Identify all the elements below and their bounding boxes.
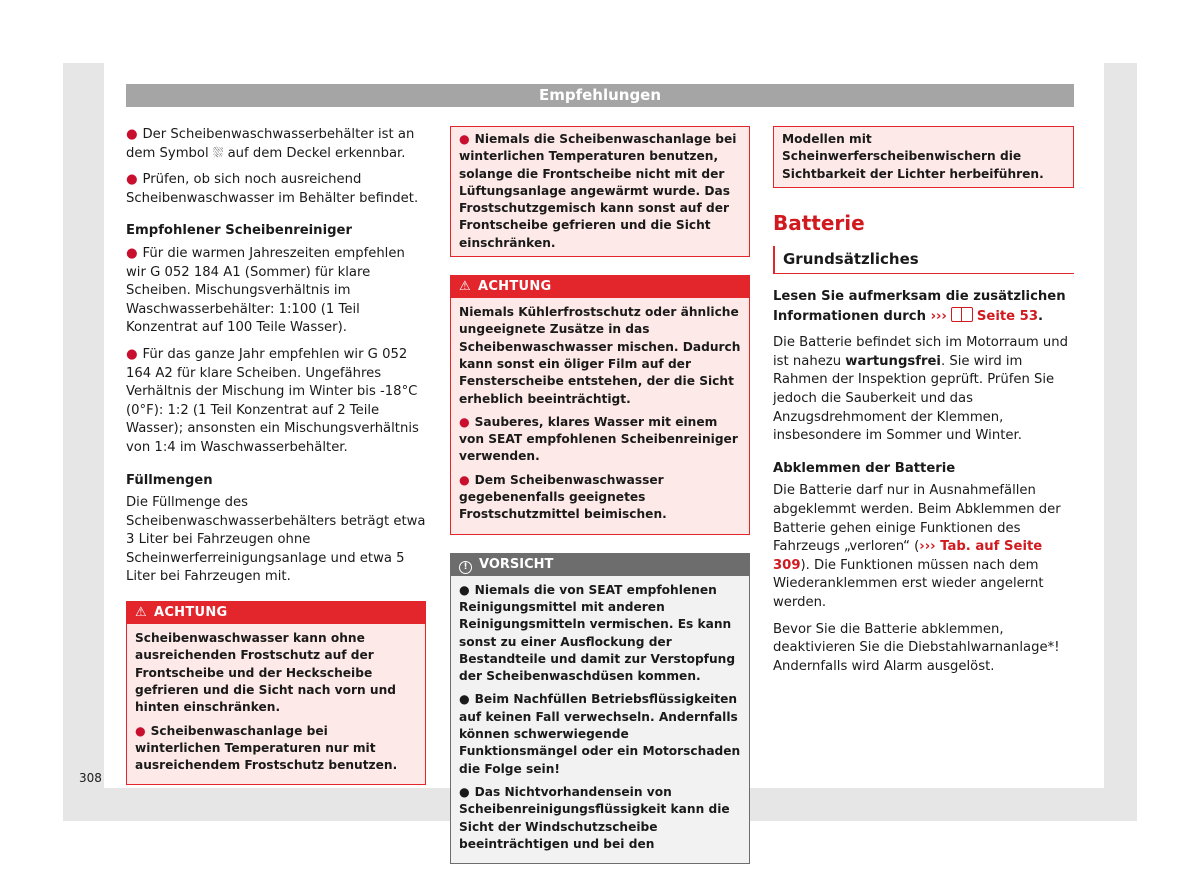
page-number: 308 [79,771,102,785]
link-seite-53[interactable]: Seite 53 [976,308,1039,324]
info-circle-icon: ! [459,561,472,574]
subsection-title: Grundsätzliches [773,246,1074,274]
bullet-icon: ● [459,472,470,487]
paragraph-3: Bevor Sie die Batterie abklemmen, deaktivieren Sie die Diebstahlwarnanlage*! Andernfalls wird Alarm ausgelöst. [773,621,1060,674]
bullet-icon: ● [459,132,470,146]
bullet-icon: ● [459,692,470,707]
caution-bullet: ● Beim Nachfüllen Betriebsflüssigkeiten auf keinen Fall verwechseln. Andernfalls können schwerwiegende Funktionsmängel oder ein Motorschaden die Folge sein! [459,692,741,776]
arrow-icon: ››› [930,308,947,324]
column-3 [773,126,1074,684]
bullet-icon: ● [459,414,470,429]
section-title-batterie: Batterie [773,210,865,235]
list-item: ● Für das ganze Jahr empfehlen wir G 052 164 A2 für klare Scheiben. Ungefähres Verhältnis der Mischung im Winter bis -18°C (0°F): 1:2 (1 Teil Konzentrat auf 2 Teile Wasser); ansonsten ein Mischungsverhältnis von 1:4 im Waschwasserbehälter. [126,346,419,455]
bullet-icon: ● [459,784,470,799]
warning-continuation-box: Modellen mit Scheinwerferscheibenwischern die Sichtbarkeit der Lichter herbeiführen. [773,126,1074,188]
warning-box [126,601,426,785]
warning-title: ⚠ ACHTUNG [127,602,425,624]
warning-triangle-icon: ⚠ [135,605,147,621]
column-2 [450,126,750,864]
warning-bullet: ● Dem Scheibenwaschwasser gegebenenfalls geeignetes Frostschutzmittel beimischen. [459,472,667,522]
list-item: ● Der Scheibenwaschwasserbehälter ist an dem Symbol ⛆ auf dem Deckel erkennbar. [126,127,415,161]
bullet-icon: ● [135,723,146,738]
caution-title: ! VORSICHT [451,554,749,576]
paragraph-1: Die Batterie befindet sich im Motorraum und ist nahezu wartungsfrei. Sie wird im Rahmen der Inspektion geprüft. Prüfen Sie jedoch die Sauberkeit und das Anzugsdrehmoment der Klemmen, insbesondere im Sommer und Winter. [773,335,1068,444]
bullet-icon: ● [126,172,138,188]
warning-text: Scheibenwaschwasser kann ohne ausreichenden Frostschutz auf der Frontscheibe und der Heckscheibe gefrieren und die Sicht nach vorn und hinten einschränken. [135,631,396,715]
list-item: ● Für die warmen Jahreszeiten empfehlen wir G 052 184 A1 (Sommer) für klare Scheiben. Mischungsverhältnis im Waschwasserbehälter: 1:100 (1 Teil Konzentrat auf 100 Teile Wasser). [126,245,405,336]
warning-title: ⚠ ACHTUNG [451,276,749,298]
section-header: Empfehlungen [126,84,1074,107]
fill-paragraph: Die Füllmenge des Scheibenwaschwasserbehälters beträgt etwa 3 Liter bei Fahrzeugen ohne Scheinwerferreinigungsanlage und etwa 5 Liter bei Fahrzeugen mit. [126,495,426,585]
book-icon [951,307,973,322]
caution-bullet: ● Niemals die von SEAT empfohlenen Reinigungsmittel mit anderen Reinigungsmitteln vermischen. Es kann sonst zu einer Ausflockung der Bestandteile und damit zur Verstopfung der Scheibenwaschdüsen kommen. [459,582,736,684]
warning-text: Niemals Kühlerfrostschutz oder ähnliche ungeeignete Zusätze in das Scheibenwaschwasser mischen. Dadurch kann sonst ein öliger Film auf der Fensterscheibe entstehen, der die Sicht erheblich beeinträchtigt. [459,305,741,406]
intro-paragraph: Lesen Sie aufmerksam die zusätzlichen Informationen durch ››› Seite 53. [773,289,1066,324]
subheading-disconnect: Abklemmen der Batterie [773,460,956,476]
warning-box [450,275,750,535]
warning-bullet: ● Scheibenwaschanlage bei winterlichen Temperaturen nur mit ausreichendem Frostschutz benutzen. [135,723,398,773]
warning-continuation-box: ● Niemals die Scheibenwaschanlage bei winterlichen Temperaturen benutzen, solange die Frontscheibe nicht mit der Lüftungsanlage angewärmt wurde. Das Frostschutzgemisch kann sonst auf der Frontscheibe gefrieren und die Sicht einschränken. [450,126,750,257]
warning-bullet: ● Sauberes, klares Wasser mit einem von SEAT empfohlenen Scheibenreiniger verwenden. [459,414,738,464]
bullet-icon: ● [126,346,138,362]
warning-triangle-icon: ⚠ [459,279,471,295]
bullet-icon: ● [126,245,138,261]
list-item: ● Prüfen, ob sich noch ausreichend Scheibenwaschwasser im Behälter befindet. [126,172,419,206]
paragraph-2: Die Batterie darf nur in Ausnahmefällen abgeklemmt werden. Beim Abklemmen der Batterie gehen einige Funktionen des Fahrzeugs „verloren“ (››› Tab. auf Seite 309). Die Funktionen müssen nach dem Wiederanklemmen erst wieder angelernt werden. [773,483,1061,610]
subheading-cleaner: Empfohlener Scheibenreiniger [126,223,352,239]
bullet-icon: ● [126,127,138,142]
caution-bullet: ● Das Nichtvorhandensein von Scheibenreinigungsflüssigkeit kann die Sicht der Windschutzscheibe beeinträchtigen und bei den [459,784,730,851]
bullet-icon: ● [459,582,470,597]
caution-box [450,553,750,864]
column-1 [126,126,426,785]
link-tab-seite-309[interactable]: ››› Tab. auf Seite 309 [773,539,1043,573]
washer-fluid-icon: ⛆ [212,145,224,161]
subheading-fill: Füllmengen [126,472,213,488]
